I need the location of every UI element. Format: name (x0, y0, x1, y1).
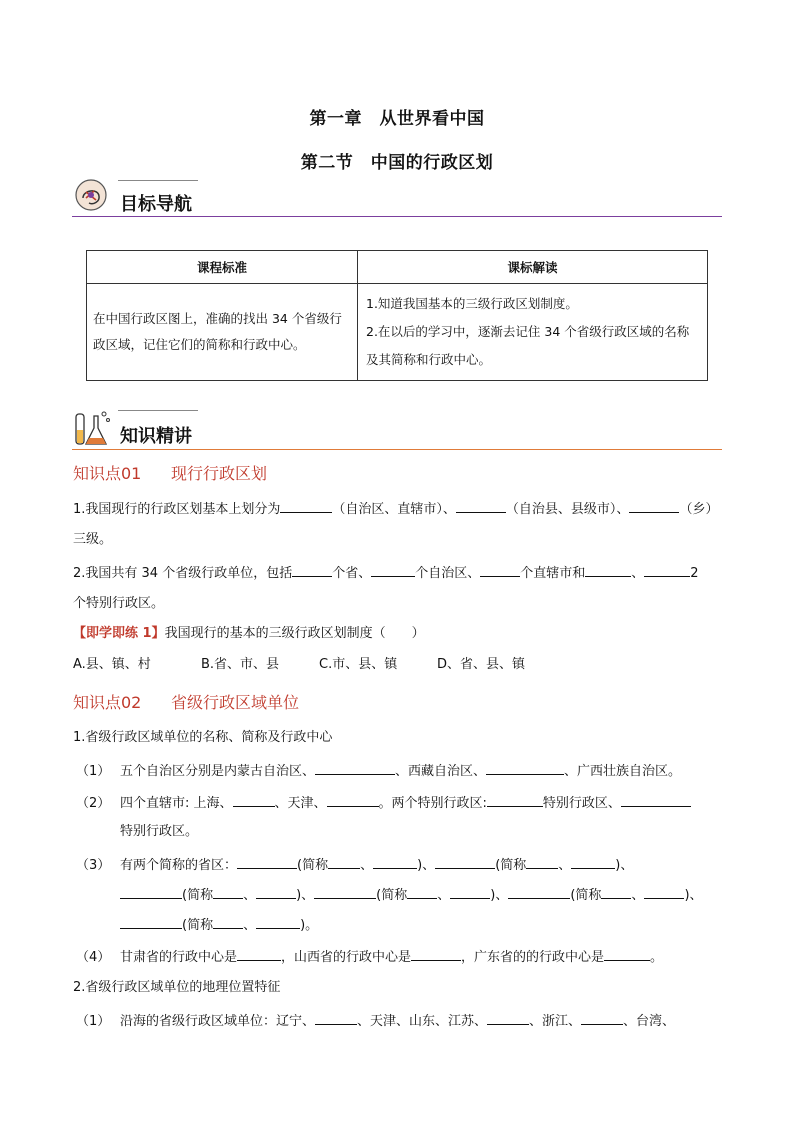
chapter-title: 第一章 从世界看中国 (309, 109, 485, 129)
blank[interactable] (292, 562, 332, 577)
kp2-item1: （1） 五个自治区分别是内蒙古自治区、 、西藏自治区、 、广西壮族自治区。 (76, 760, 681, 782)
blank[interactable] (371, 562, 415, 577)
option-c[interactable]: C.市、县、镇 (319, 657, 398, 672)
kp1-q2-line2: 个特别行政区。 (73, 596, 165, 611)
blank[interactable] (604, 946, 650, 961)
banner-knowledge-underline (72, 449, 722, 450)
option-b[interactable]: B.省、市、县 (201, 657, 280, 672)
kp1-q1-line2: 三级。 (73, 532, 113, 547)
kp2-sub1: 1.省级行政区域单位的名称、简称及行政中心 (73, 730, 333, 745)
banner-goal-title: 目标导航 (120, 194, 192, 215)
blank[interactable] (487, 792, 543, 807)
blank[interactable] (435, 854, 495, 869)
table-cell-interpretation (358, 284, 708, 381)
interpretation-line-2: 2.在以后的学习中，逐渐去记住 34 个省级行政区域的名称及其简称和行政中心。 (366, 324, 690, 367)
blank[interactable] (508, 884, 570, 899)
blank[interactable] (480, 562, 520, 577)
table-cell-standard: 在中国行政区图上，准确的找出 34 个省级行政区域，记住它们的简称和行政中心。 (87, 284, 358, 381)
blank[interactable] (327, 792, 379, 807)
brain-icon (74, 178, 108, 212)
table-header-interpretation: 课标解读 (358, 251, 708, 284)
banner-goal-underline (72, 216, 722, 217)
blank[interactable] (407, 884, 437, 899)
blank[interactable] (314, 884, 376, 899)
kp2-item2-line1: （2） 四个直辖市: 上海、 、天津、 。两个特别行政区: 特别行政区、 (76, 792, 691, 814)
practice-label: 【即学即练 1】 (73, 626, 165, 641)
blank[interactable] (373, 854, 417, 869)
blank[interactable] (280, 498, 332, 513)
blank[interactable] (233, 792, 275, 807)
kp2-heading: 省级行政区域单位 (171, 693, 300, 712)
kp2-number: 知识点02 (73, 693, 142, 712)
kp2-title (73, 690, 299, 713)
blank[interactable] (450, 884, 490, 899)
blank[interactable] (120, 914, 182, 929)
kp2-item5: （1） 沿海的省级行政区域单位：辽宁、 、天津、山东、江苏、 、浙江、 、台湾、 (76, 1010, 675, 1032)
blank[interactable] (487, 1010, 529, 1025)
blank[interactable] (601, 884, 631, 899)
blank[interactable] (526, 854, 558, 869)
kp1-options (73, 655, 525, 675)
kp2-item4: （4） 甘肃省的行政中心是 ，山西省的行政中心是 ，广东省的的行政中心是 。 (76, 946, 663, 968)
kp1-practice (73, 624, 425, 644)
blank[interactable] (328, 854, 360, 869)
option-d[interactable]: D、省、县、镇 (437, 657, 526, 672)
blank[interactable] (629, 498, 679, 513)
blank[interactable] (315, 760, 395, 775)
option-a[interactable]: A.县、镇、村 (73, 657, 151, 672)
lab-flask-icon (72, 408, 112, 448)
kp2-item3-line2: (简称 、 )、 (简称 、 )、 (简称 、 )、 (120, 884, 703, 906)
kp2-item2-line2: 特别行政区。 (120, 824, 199, 839)
practice-question: 我国现行的基本的三级行政区划制度（ ） (164, 626, 425, 641)
banner-goal-top-line (118, 180, 198, 181)
blank[interactable] (644, 884, 684, 899)
section-title: 第二节 中国的行政区划 (300, 153, 494, 173)
standards-table (86, 250, 708, 381)
kp1-q1-line1: 1.我国现行的行政区划基本上划分为 （自治区、直辖市）、 （自治县、县级市）、 （乡） (73, 498, 718, 520)
blank[interactable] (213, 914, 243, 929)
blank[interactable] (456, 498, 506, 513)
interpretation-line-1: 1.知道我国基本的三级行政区划制度。 (366, 296, 578, 311)
blank[interactable] (581, 1010, 623, 1025)
blank[interactable] (585, 562, 631, 577)
blank[interactable] (411, 946, 461, 961)
blank[interactable] (237, 946, 281, 961)
blank[interactable] (315, 1010, 357, 1025)
kp2-item3-line1: （3） 有两个简称的省区： (简称 、 )、 (简称 、 )、 (76, 854, 633, 876)
kp2-sub2: 2.省级行政区域单位的地理位置特征 (73, 980, 281, 995)
kp2-item3-line3: (简称 、 )。 (120, 914, 318, 936)
blank[interactable] (571, 854, 615, 869)
blank[interactable] (256, 884, 296, 899)
blank[interactable] (644, 562, 690, 577)
kp1-title (73, 461, 267, 484)
kp1-heading: 现行行政区划 (171, 464, 268, 483)
banner-knowledge-title: 知识精讲 (120, 426, 192, 447)
banner-knowledge-top-line (118, 410, 198, 411)
blank[interactable] (256, 914, 300, 929)
blank[interactable] (486, 760, 564, 775)
blank[interactable] (213, 884, 243, 899)
blank[interactable] (120, 884, 182, 899)
table-header-standard: 课程标准 (87, 251, 358, 284)
blank[interactable] (621, 792, 691, 807)
kp1-number: 知识点01 (73, 464, 142, 483)
blank[interactable] (237, 854, 297, 869)
kp1-q2-line1: 2.我国共有 34 个省级行政单位，包括 个省、 个自治区、 个直辖市和 、 2 (73, 562, 699, 584)
